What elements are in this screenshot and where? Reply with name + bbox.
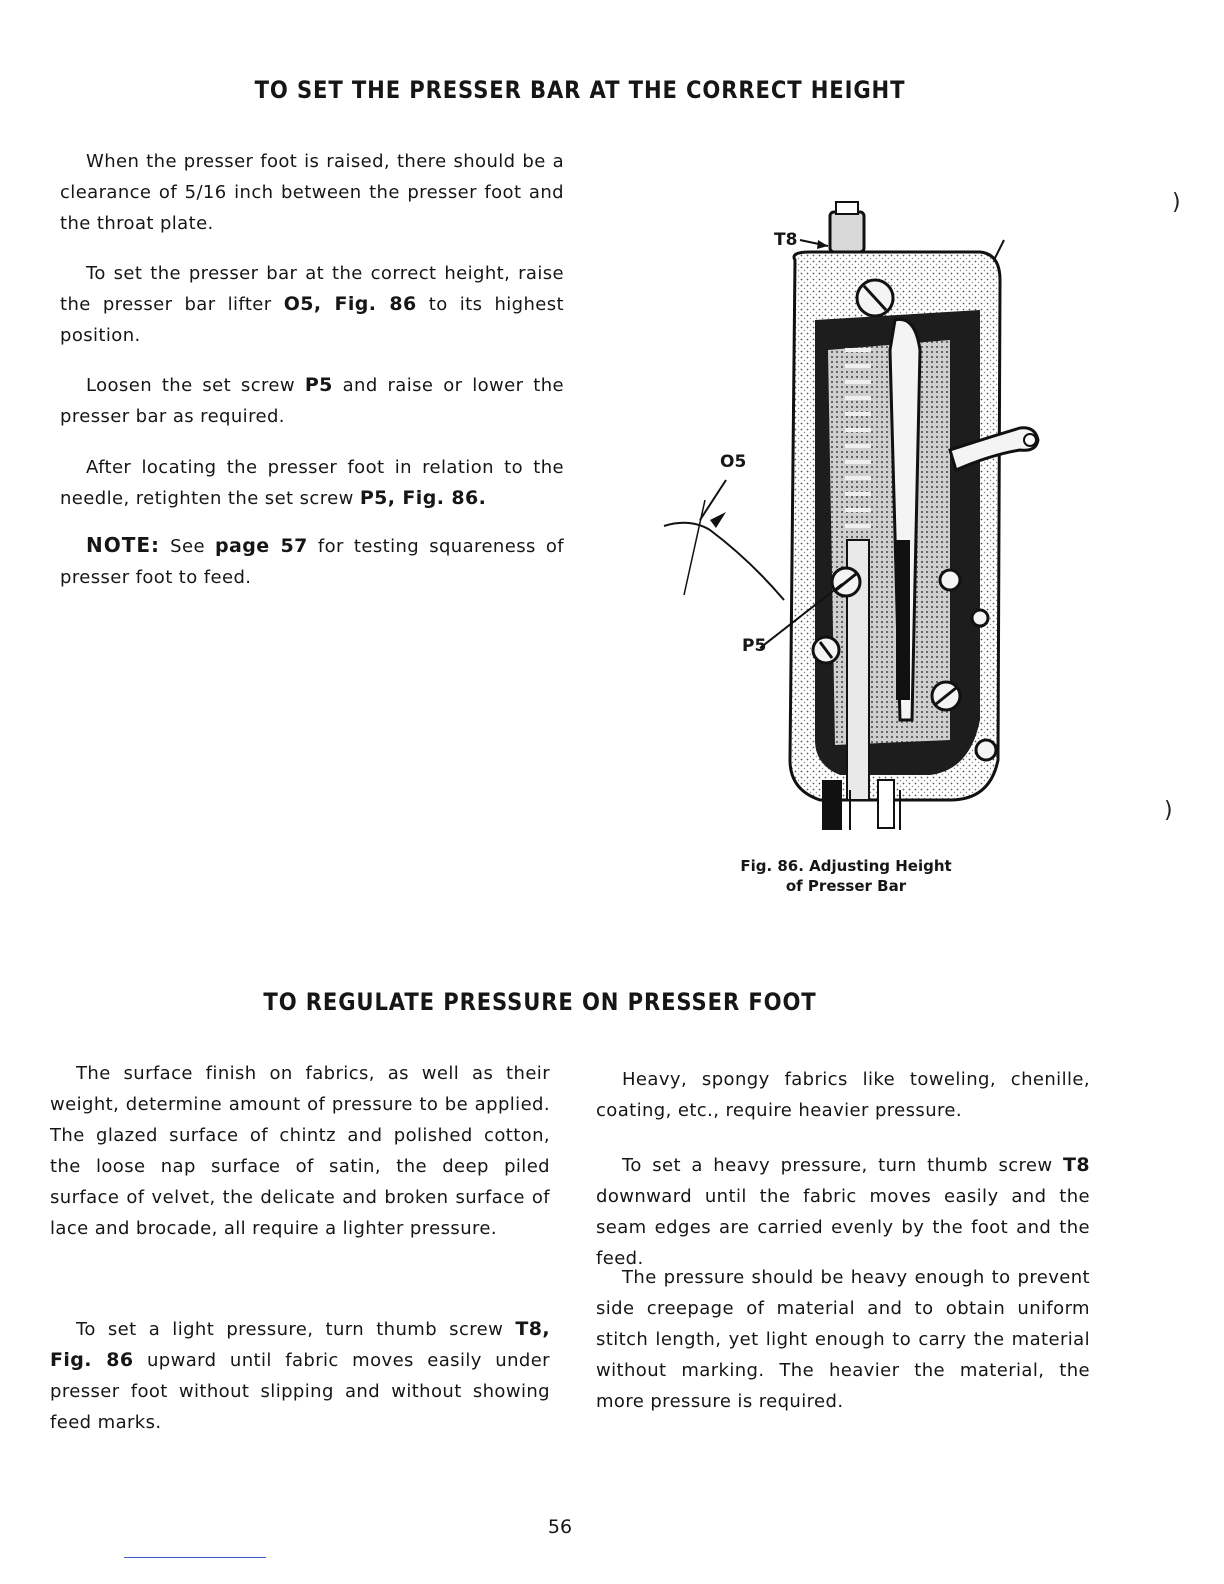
paragraph-heavy-fabrics: Heavy, spongy fabrics like toweling, chenille, coating, etc., require heavier pressure. <box>596 1069 1090 1121</box>
paragraph-clearance: When the presser foot is raised, there should be a clearance of 5/16 inch between the presser foot and the throat plate. <box>60 151 564 234</box>
presser-bar-illustration <box>650 200 1050 840</box>
paragraph-raise-lifter: To set the presser bar at the correct height, raise the presser bar lifter O5, Fig. 86 to its highest position. <box>60 263 565 346</box>
paragraph-loosen-screw: Loosen the set screw P5 and raise or lower the presser bar as required. <box>60 374 565 427</box>
label-o5: O5 <box>720 452 747 472</box>
paragraph-retighten: After locating the presser foot in relation to the needle, retighten the set screw P5, Fig. 86. <box>60 457 564 509</box>
section-title-presser-bar-height: TO SET THE PRESSER BAR AT THE CORRECT HEIGHT <box>254 76 906 104</box>
ref-p5: P5 <box>304 374 333 396</box>
paragraph-heavy-pressure: To set a heavy pressure, turn thumb screw T8 downward until the fabric moves easily and the seam edges are carried evenly by the foot and the feed. <box>596 1154 1090 1269</box>
section-title-regulate-pressure: TO REGULATE PRESSURE ON PRESSER FOOT <box>263 988 817 1016</box>
ref-o5-fig86: O5, Fig. 86 <box>283 293 417 315</box>
paragraph-light-pressure: To set a light pressure, turn thumb screw T8, Fig. 86 upward until fabric moves easily under presser foot without slipping and without showing feed marks. <box>50 1318 551 1433</box>
caption-line-2: of Presser Bar <box>785 877 907 895</box>
page-number: 56 <box>547 1516 573 1538</box>
note-label: NOTE: <box>86 533 161 557</box>
paragraph-surface-finish: The surface finish on fabrics, as well as their weight, determine amount of pressure to be applied. The glazed surface of chintz and polished cotton, the loose nap surface of satin, the deep piled surface of velvet, the delicate and broken surface of lace and brocade, all require a lighter pressure. <box>50 1063 550 1239</box>
ref-p5-fig86: P5, Fig. 86. <box>359 487 487 509</box>
scan-underline <box>124 1557 266 1558</box>
figure-caption <box>706 856 986 896</box>
scan-mark: ) <box>1164 798 1173 823</box>
ref-page-57: page 57 <box>215 535 308 557</box>
label-t8: T8 <box>774 230 798 250</box>
scan-mark: ) <box>1172 190 1181 215</box>
slot <box>896 540 910 700</box>
lifter-tip <box>664 523 784 600</box>
foot-shank <box>822 780 842 830</box>
thumb-screw <box>830 212 864 252</box>
label-p5: P5 <box>742 636 767 656</box>
caption-line-1: Fig. 86. Adjusting Height <box>740 857 952 875</box>
ref-t8: T8 <box>1063 1154 1090 1176</box>
presser-bar-figure <box>650 200 1050 840</box>
paragraph-note: NOTE: See page 57 for testing squareness of presser foot to feed. <box>60 533 564 588</box>
paragraph-pressure-enough: The pressure should be heavy enough to prevent side creepage of material and to obtain uniform stitch length, yet light enough to carry the material without marking. The heavier the material, the more pressure is required. <box>596 1267 1090 1412</box>
ref-t8-fig86: T8, Fig. 86 <box>50 1318 551 1371</box>
